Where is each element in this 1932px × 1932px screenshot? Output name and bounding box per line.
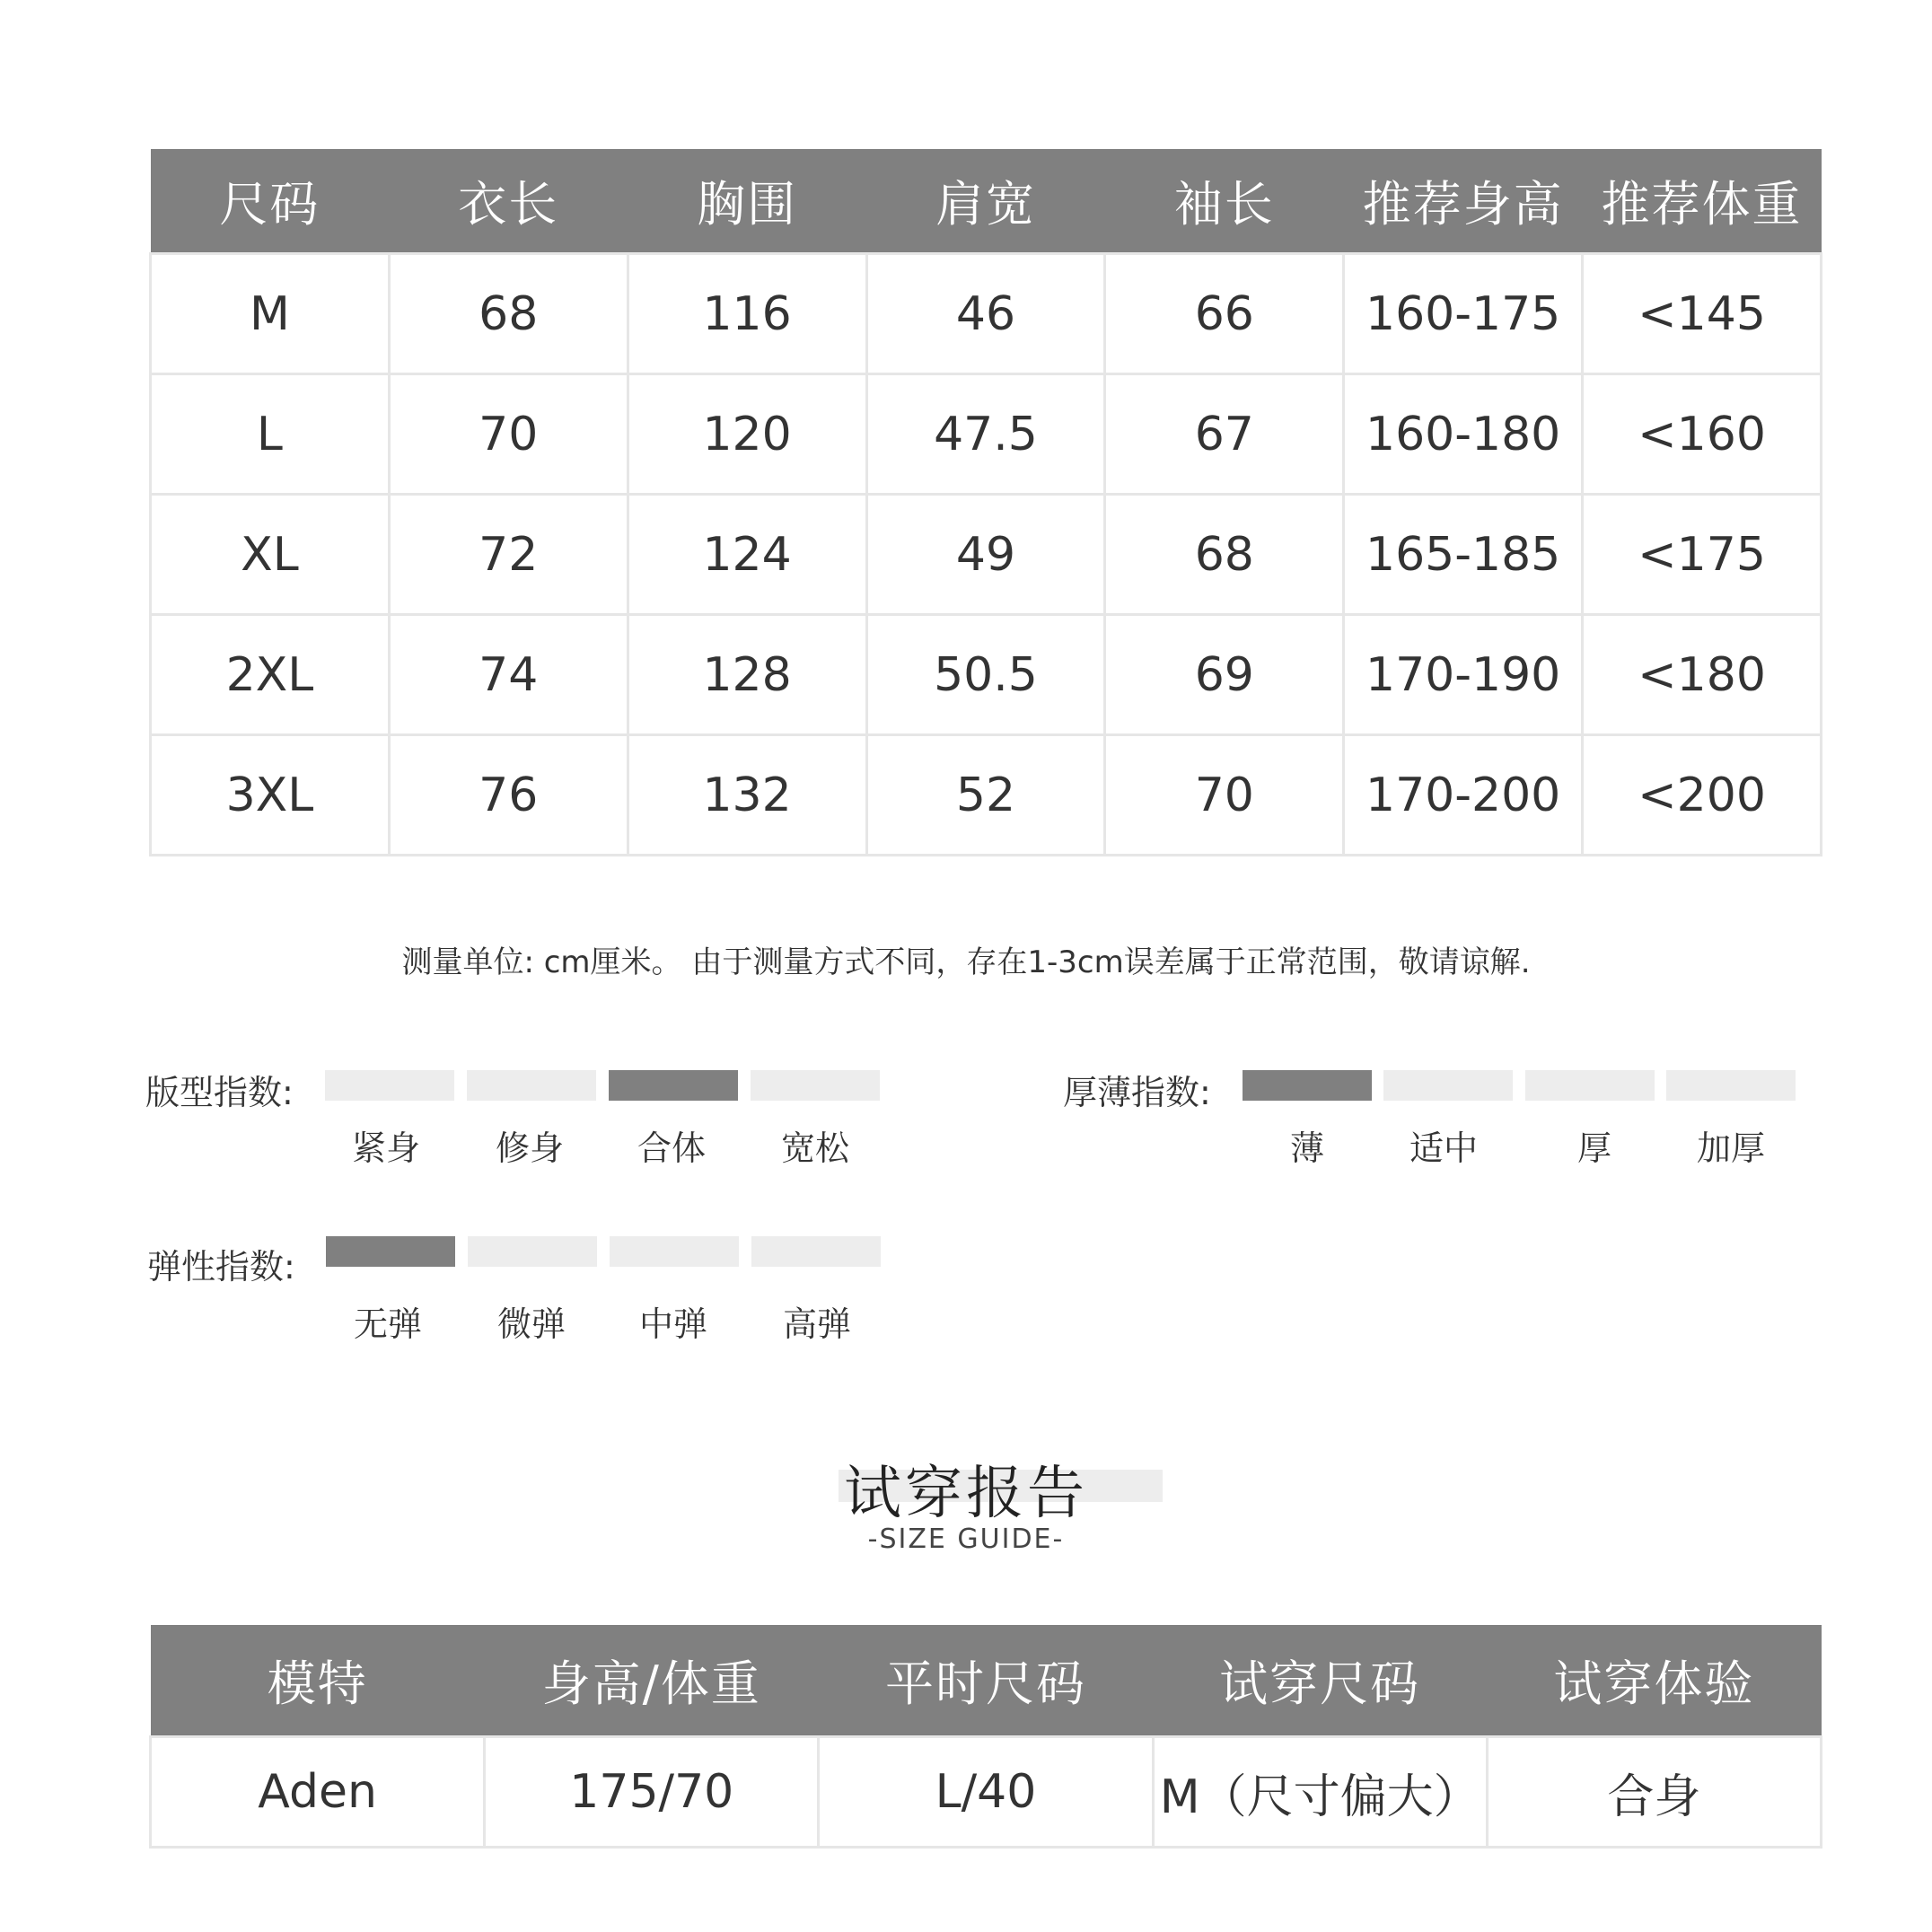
elasticity-option-medium: 中弹 — [638, 1304, 707, 1344]
table-cell: <200 — [1583, 735, 1822, 856]
table-cell: 68 — [1105, 495, 1344, 615]
table-row — [151, 495, 1822, 615]
fit-option-regular: 合体 — [637, 1128, 706, 1168]
header-model: 模特 — [151, 1625, 485, 1737]
table-cell: 52 — [866, 735, 1105, 856]
table-cell: 170-200 — [1344, 735, 1583, 856]
table-cell: 160-175 — [1344, 254, 1583, 374]
thickness-index-bar-thick — [1525, 1070, 1655, 1101]
table-row — [151, 1737, 1822, 1848]
elasticity-option-none: 无弹 — [353, 1304, 422, 1344]
fit-option-tight: 紧身 — [351, 1128, 420, 1168]
thickness-option-thick: 厚 — [1576, 1128, 1611, 1168]
table-cell: 132 — [628, 735, 866, 856]
table-cell: 72 — [389, 495, 628, 615]
table-cell: 2XL — [151, 615, 390, 735]
model-experience: 合身 — [1487, 1737, 1821, 1848]
table-row — [151, 735, 1822, 856]
header-size: 尺码 — [151, 149, 390, 254]
table-cell: <180 — [1583, 615, 1822, 735]
table-cell: 170-190 — [1344, 615, 1583, 735]
header-experience: 试穿体验 — [1487, 1625, 1821, 1737]
table-cell: 3XL — [151, 735, 390, 856]
header-rec-weight: 推荐体重 — [1583, 149, 1822, 254]
table-cell: XL — [151, 495, 390, 615]
thickness-index-label: 厚薄指数: — [1063, 1073, 1211, 1112]
header-usual-size: 平时尺码 — [819, 1625, 1153, 1737]
thickness-index-bar-extra-thick — [1666, 1070, 1796, 1101]
header-chest: 胸围 — [628, 149, 866, 254]
table-cell: 160-180 — [1344, 374, 1583, 495]
table-cell: 47.5 — [866, 374, 1105, 495]
table-cell: 50.5 — [866, 615, 1105, 735]
elasticity-index-bar-slight — [468, 1236, 597, 1267]
fit-report-header-row — [151, 1625, 1822, 1737]
header-rec-height: 推荐身高 — [1344, 149, 1583, 254]
model-height-weight: 175/70 — [485, 1737, 819, 1848]
thickness-option-extra-thick: 加厚 — [1696, 1128, 1765, 1168]
table-cell: 69 — [1105, 615, 1344, 735]
elasticity-option-slight: 微弹 — [496, 1304, 566, 1344]
header-length: 衣长 — [389, 149, 628, 254]
table-cell: 128 — [628, 615, 866, 735]
table-cell: M — [151, 254, 390, 374]
model-name: Aden — [151, 1737, 485, 1848]
table-cell: L — [151, 374, 390, 495]
elasticity-index-bar-none — [326, 1236, 455, 1267]
table-row — [151, 374, 1822, 495]
thickness-option-medium: 适中 — [1409, 1128, 1478, 1168]
table-cell: 70 — [1105, 735, 1344, 856]
fit-index-label: 版型指数: — [145, 1073, 294, 1112]
thickness-index-bar-thin — [1243, 1070, 1372, 1101]
table-row — [151, 254, 1822, 374]
table-cell: 76 — [389, 735, 628, 856]
table-cell: 66 — [1105, 254, 1344, 374]
table-cell: 74 — [389, 615, 628, 735]
table-cell: <160 — [1583, 374, 1822, 495]
fit-index-bar-tight — [325, 1070, 454, 1101]
table-row — [151, 615, 1822, 735]
fit-index-bar-slim — [467, 1070, 596, 1101]
elasticity-option-high: 高弹 — [782, 1304, 851, 1344]
table-cell: 70 — [389, 374, 628, 495]
model-trial-size: M（尺寸偏大） — [1153, 1737, 1487, 1848]
table-cell: 49 — [866, 495, 1105, 615]
header-trial-size: 试穿尺码 — [1153, 1625, 1487, 1737]
elasticity-index-bar-high — [751, 1236, 881, 1267]
fit-index-bar-loose — [751, 1070, 880, 1101]
table-cell: 68 — [389, 254, 628, 374]
elasticity-index-bar-medium — [610, 1236, 739, 1267]
header-shoulder: 肩宽 — [866, 149, 1105, 254]
table-cell: 120 — [628, 374, 866, 495]
thickness-index-bar-medium — [1383, 1070, 1513, 1101]
fit-index-bar-regular — [609, 1070, 738, 1101]
elasticity-index-label: 弹性指数: — [147, 1247, 295, 1287]
table-cell: <145 — [1583, 254, 1822, 374]
size-table — [149, 149, 1822, 856]
measurement-note: 测量单位: cm厘米。 由于测量方式不同，存在1-3cm误差属于正常范围，敬请谅解. — [401, 944, 1531, 980]
table-cell: 116 — [628, 254, 866, 374]
thickness-option-thin: 薄 — [1289, 1128, 1324, 1168]
fit-report-table — [149, 1625, 1822, 1849]
fit-option-loose: 宽松 — [780, 1128, 849, 1168]
table-cell: 165-185 — [1344, 495, 1583, 615]
table-cell: 46 — [866, 254, 1105, 374]
model-usual-size: L/40 — [819, 1737, 1153, 1848]
report-subtitle: -SIZE GUIDE- — [867, 1524, 1065, 1555]
table-cell: <175 — [1583, 495, 1822, 615]
header-height-weight: 身高/体重 — [485, 1625, 819, 1737]
table-cell: 67 — [1105, 374, 1344, 495]
header-sleeve: 袖长 — [1105, 149, 1344, 254]
fit-option-slim: 修身 — [495, 1128, 564, 1168]
report-title: 试穿报告 — [844, 1461, 1088, 1527]
size-table-header-row — [151, 149, 1822, 254]
table-cell: 124 — [628, 495, 866, 615]
